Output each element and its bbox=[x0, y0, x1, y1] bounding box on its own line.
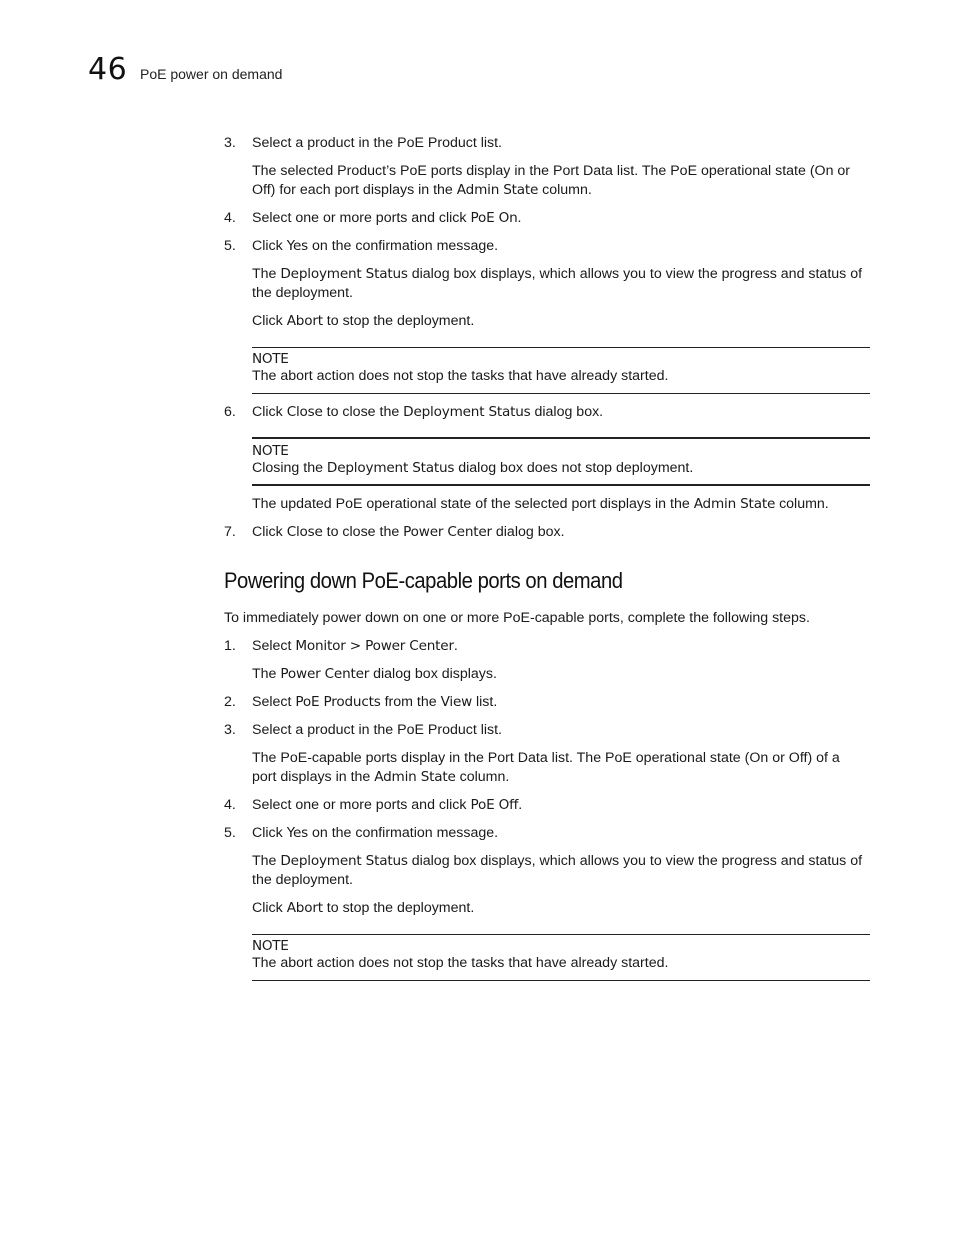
step-text-part: Click bbox=[252, 404, 287, 420]
s2-step-5-abort bbox=[252, 899, 870, 918]
ui-term-poe-products: PoE Products bbox=[295, 694, 381, 710]
detail-line-1: The PoE-capable ports display in the Port Data list. The PoE operational state (On or Off) of a bbox=[252, 750, 840, 766]
step-text-part: Select one or more ports and click bbox=[252, 210, 471, 226]
s2-note-1 bbox=[252, 934, 870, 981]
step-text-part: Select one or more ports and click bbox=[252, 797, 471, 813]
step-text-part: Select bbox=[252, 638, 296, 654]
step-text-part: . bbox=[453, 638, 458, 654]
step-text bbox=[252, 824, 498, 843]
detail-line-1: The selected Product’s PoE ports display in the Port Data list. The PoE operational state (On or bbox=[252, 163, 851, 179]
note-text: The abort action does not stop the tasks that have already started. bbox=[252, 955, 669, 971]
note-text bbox=[252, 459, 693, 478]
ui-term-deployment-status: Deployment Status bbox=[326, 460, 455, 476]
detail-text: dialog box displays, which allows you to view the progress and status of bbox=[407, 266, 863, 282]
s2-step-5-detail bbox=[252, 852, 870, 890]
ui-term-abort: Abort bbox=[286, 900, 323, 916]
detail-text: column. bbox=[775, 496, 829, 512]
detail-text: column. bbox=[538, 182, 592, 198]
s2-step-1-detail bbox=[252, 665, 870, 684]
detail-text: dialog box displays. bbox=[369, 666, 497, 682]
detail-text: Off) for each port displays in the bbox=[252, 182, 457, 198]
step-text-part: to close the bbox=[322, 524, 404, 540]
s1-step-3-detail bbox=[252, 162, 870, 200]
detail-text: The bbox=[252, 266, 281, 282]
detail-text: dialog box displays, which allows you to view the progress and status of bbox=[407, 853, 863, 869]
step-text-part: Click bbox=[252, 238, 287, 254]
ui-term-close: Close bbox=[286, 524, 323, 540]
section-heading: Powering down PoE-capable ports on demand bbox=[224, 568, 623, 593]
s2-step-3-detail bbox=[252, 749, 870, 787]
step-text: Select a product in the PoE Product list. bbox=[252, 135, 502, 151]
step-number: 4. bbox=[224, 797, 236, 813]
detail-text: The updated PoE operational state of the selected port displays in the bbox=[252, 496, 694, 512]
step-text: Select a product in the PoE Product list. bbox=[252, 722, 502, 738]
note-text: The abort action does not stop the tasks that have already started. bbox=[252, 368, 669, 384]
chapter-title: PoE power on demand bbox=[140, 66, 283, 82]
detail-text: port displays in the bbox=[252, 769, 375, 785]
s1-note-1 bbox=[252, 347, 870, 394]
step-text-part: dialog box. bbox=[491, 524, 565, 540]
ui-term-power-center: Power Center bbox=[280, 666, 370, 682]
ui-term-yes: Yes bbox=[286, 825, 309, 841]
s1-step-5-detail bbox=[252, 265, 870, 303]
ui-term-power-center: Power Center bbox=[403, 524, 492, 540]
detail-line bbox=[252, 496, 829, 512]
step-number: 5. bbox=[224, 825, 236, 841]
step-text-part: to close the bbox=[322, 404, 404, 420]
ui-term-deployment-status: Deployment Status bbox=[280, 266, 408, 282]
step-text bbox=[252, 523, 565, 542]
step-text bbox=[252, 693, 497, 712]
step-text bbox=[252, 209, 521, 228]
ui-term-deployment-status: Deployment Status bbox=[403, 404, 531, 420]
ui-term-yes: Yes bbox=[286, 238, 309, 254]
note-label: NOTE bbox=[252, 443, 289, 459]
note-label: NOTE bbox=[252, 351, 289, 367]
detail-text: Click bbox=[252, 313, 287, 329]
step-number: 3. bbox=[224, 722, 236, 738]
s1-note-2 bbox=[252, 437, 870, 486]
step-text-part: list. bbox=[472, 694, 498, 710]
detail-text: to stop the deployment. bbox=[322, 313, 475, 329]
step-text-part: Click bbox=[252, 825, 287, 841]
ui-term-poe-on: PoE On bbox=[470, 210, 518, 226]
step-text-part: . bbox=[518, 797, 523, 813]
step-text-part: on the confirmation message. bbox=[308, 825, 499, 841]
step-number: 1. bbox=[224, 638, 236, 654]
step-number: 7. bbox=[224, 524, 236, 540]
ui-term-abort: Abort bbox=[286, 313, 323, 329]
ui-term-deployment-status: Deployment Status bbox=[280, 853, 408, 869]
detail-line-2: the deployment. bbox=[252, 872, 353, 888]
step-text-part: dialog box. bbox=[530, 404, 604, 420]
detail-line-2 bbox=[252, 181, 870, 200]
detail-line-2 bbox=[252, 768, 870, 787]
ui-term-view: View bbox=[440, 694, 473, 710]
step-number: 4. bbox=[224, 210, 236, 226]
step-text-part: . bbox=[517, 210, 522, 226]
ui-term-poe-off: PoE Off bbox=[470, 797, 519, 813]
step-text bbox=[252, 796, 522, 815]
detail-text: column. bbox=[455, 769, 510, 785]
detail-text: The bbox=[252, 666, 281, 682]
ui-term-close: Close bbox=[286, 404, 323, 420]
detail-text: The bbox=[252, 853, 281, 869]
s2-intro: To immediately power down on one or more PoE-capable ports, complete the following steps. bbox=[224, 610, 810, 626]
ui-term-admin-state: Admin State bbox=[693, 496, 776, 512]
step-text-part: on the confirmation message. bbox=[308, 238, 499, 254]
detail-text: to stop the deployment. bbox=[322, 900, 475, 916]
detail-line-2: the deployment. bbox=[252, 285, 353, 301]
note-label: NOTE bbox=[252, 938, 289, 954]
ui-term-admin-state: Admin State bbox=[374, 769, 456, 785]
s1-step-6-detail bbox=[252, 495, 870, 514]
note-text-part: dialog box does not stop deployment. bbox=[454, 460, 694, 476]
step-text bbox=[252, 403, 603, 422]
step-text-part: from the bbox=[380, 694, 441, 710]
step-text bbox=[252, 237, 498, 256]
chapter-number: 46 bbox=[88, 52, 128, 87]
s1-step-5-abort bbox=[252, 312, 870, 331]
note-text-part: Closing the bbox=[252, 460, 327, 476]
detail-line-1 bbox=[252, 265, 870, 284]
step-number: 3. bbox=[224, 135, 236, 151]
ui-term-admin-state: Admin State bbox=[456, 182, 539, 198]
step-number: 2. bbox=[224, 694, 236, 710]
ui-term-monitor-power-center: Monitor > Power Center bbox=[295, 638, 454, 654]
step-text bbox=[252, 637, 458, 656]
step-number: 6. bbox=[224, 404, 236, 420]
step-text-part: Select bbox=[252, 694, 296, 710]
detail-line-1 bbox=[252, 852, 870, 871]
detail-text: Click bbox=[252, 900, 287, 916]
step-text-part: Click bbox=[252, 524, 287, 540]
step-number: 5. bbox=[224, 238, 236, 254]
